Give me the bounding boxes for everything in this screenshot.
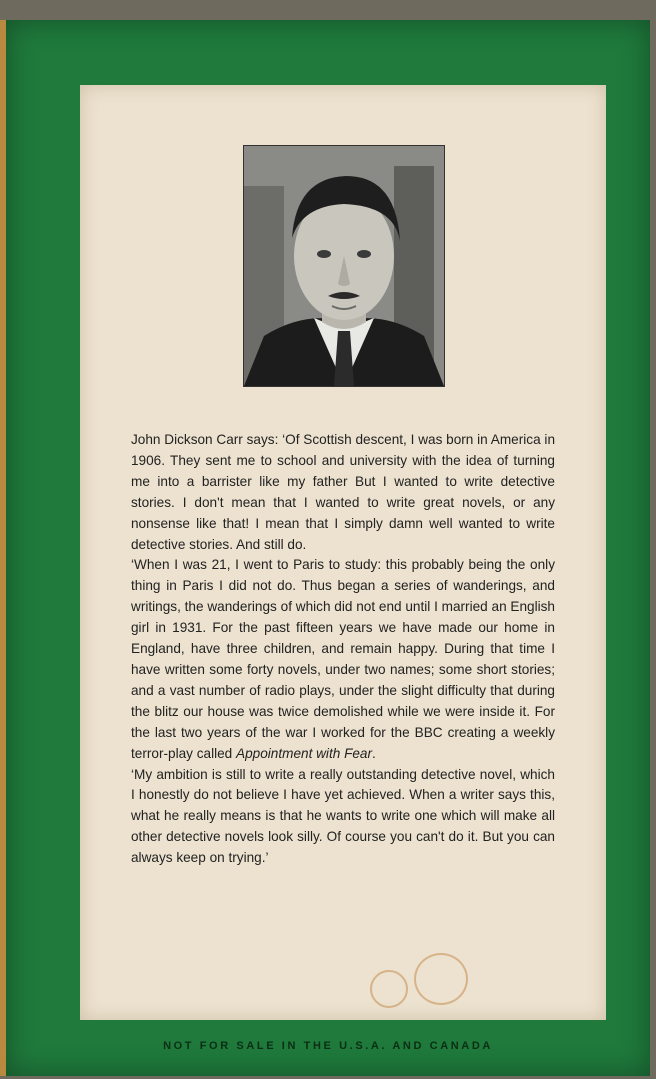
coffee-stain (414, 953, 468, 1005)
bio-paragraph-3: ‘My ambition is still to write a really outstanding detective novel, which I honestly do not believe I have yet achieved. When a writer says this, what he really means is that he wants to write one which will make all other detective novels look silly. Of course you can't do it. But you can always keep on trying.’ (131, 766, 555, 866)
coffee-stain (370, 970, 408, 1008)
cream-panel (80, 85, 606, 1020)
author-bio (131, 430, 555, 869)
bio-paragraph-2-text: ‘When I was 21, I went to Paris to study: this probably being the only thing in Paris I did not do. Thus began a series of wanderings, and writings, the wanderings of which did not end until I married an English girl in 1931. For the past fifteen years we have made our home in England, have three children, and remain happy. During that time I have written some forty novels, under two names; some short stories; and a vast number of radio plays, under the slight difficulty that during the blitz our house was twice demolished while we were inside it. For the last two years of the war I worked for the BBC creating a weekly terror-play called (131, 557, 555, 761)
bio-paragraph-2 (131, 555, 555, 764)
sale-restriction-notice: NOT FOR SALE IN THE U.S.A. AND CANADA (163, 1040, 493, 1052)
bio-paragraph-2-end: . (372, 745, 376, 761)
bio-paragraph-1: John Dickson Carr says: ‘Of Scottish descent, I was born in America in 1906. They sent me to school and university with the idea of turning me into a barrister like my father But I wanted to write detective stories. I don't mean that I wanted to write great novels, or any nonsense like that! I mean that I simply damn well wanted to write detective stories. And still do. (131, 432, 555, 552)
bio-paragraph-2-title: Appointment with Fear (236, 745, 373, 761)
author-photo (243, 145, 445, 387)
